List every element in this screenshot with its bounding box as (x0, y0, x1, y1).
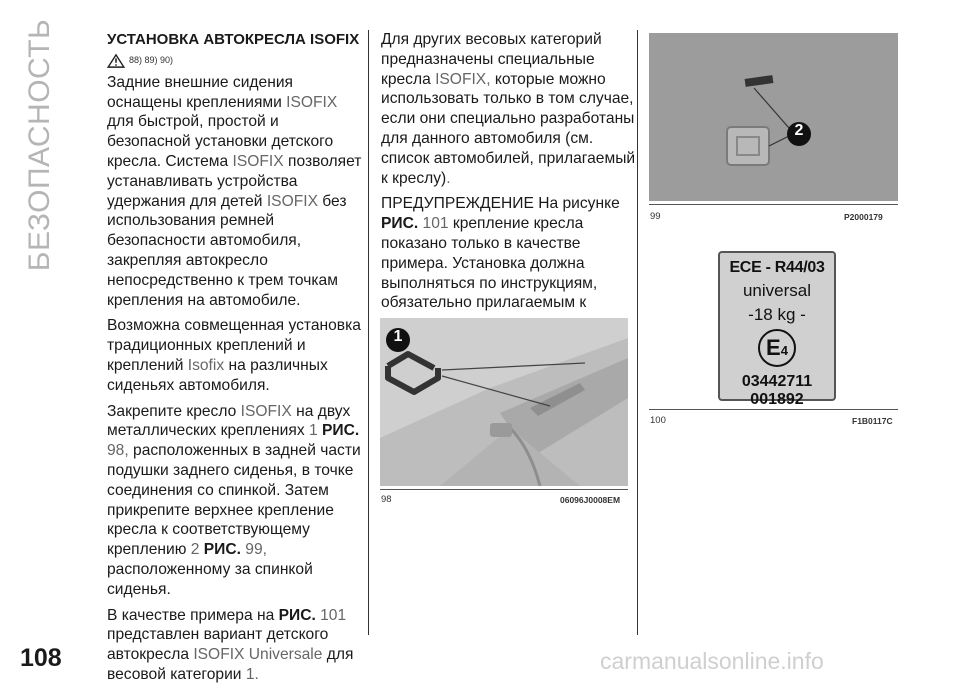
figure-98-image (380, 318, 628, 486)
figure-100-code: F1B0117C (852, 416, 893, 426)
ece-regulation: ECE - R44/03 (729, 259, 825, 276)
ece-code-2: 001892 (750, 391, 804, 408)
figure-98-code: 06096J0008EM (560, 495, 621, 505)
text-column-1 (107, 30, 362, 691)
warning-triangle-icon (107, 54, 125, 68)
warning-references (107, 52, 362, 70)
paragraph: Возможна совмещенная установка традиционных креплений и креплений Isofix на различных сиденьях автомобиля. (107, 317, 361, 394)
column-divider (637, 30, 638, 635)
column-divider (368, 30, 369, 635)
figure-99-callout: 2 (794, 122, 804, 139)
paragraph: Закрепите кресло ISOFIX на двух металлических креплениях 1 РИС. 98, расположенных в задней части подушки заднего сиденья, в точке соединения со спинкой. Затем прикрепите верхнее крепление кресла к соответствующему креплению 2 РИС. 99, расположенному за спинкой сиденья. (107, 402, 361, 598)
caption-rule (649, 409, 898, 410)
figure-99-image (649, 33, 898, 201)
caption-rule (380, 489, 628, 490)
figure-99-code: P2000179 (844, 212, 883, 222)
ece-code-1: 03442711 (741, 373, 813, 390)
ece-approval-label (718, 251, 836, 408)
figure-98-callout: 1 (393, 328, 403, 345)
paragraph: В качестве примера на РИС. 101 представлен вариант детского автокресла ISOFIX Universale для весовой категории 1. (107, 606, 354, 683)
figure-100-number: 100 (650, 415, 666, 426)
isofix-anchor-illustration (380, 318, 628, 486)
paragraph: ПРЕДУПРЕЖДЕНИЕ На рисунке РИС. 101 крепление кресла показано только в качестве примера. Установка должна выполняться по инструкциям, обязательно прилагаемым к (381, 195, 620, 312)
warning-refs-text: 88) 89) 90) (129, 54, 174, 65)
ece-universal: universal (742, 281, 812, 300)
top-tether-anchor-illustration (649, 33, 898, 201)
paragraph: Для других весовых категорий предназначены специальные кресла ISOFIX, которые можно использовать только в том случае, если они специально разработаны для данного автомобиля (см. список автомобилей, прилагаемый к креслу). (381, 31, 636, 187)
ece-weight: -18 kg - (748, 305, 806, 324)
figure-99-number: 99 (650, 211, 661, 222)
caption-rule (649, 204, 898, 205)
section-heading: УСТАНОВКА АВТОКРЕСЛА ISOFIX (107, 31, 360, 48)
page-number: 108 (20, 644, 62, 672)
watermark: carmanualsonline.info (600, 648, 824, 674)
paragraph: Задние внешние сидения оснащены креплениями ISOFIX для быстрой, простой и безопасной установки детского кресла. Система ISOFIX позволяет устанавливать устройства удержания для детей ISOFIX без использования ремней безопасности автомобиля, закрепляя автокресло непосредственно к трем точкам крепления на автомобиле. (107, 73, 362, 309)
text-column-2 (381, 30, 636, 339)
figure-98-number: 98 (381, 494, 392, 505)
section-title: БЕЗОПАСНОСТЬ (23, 18, 56, 272)
e-mark-icon: E4 (758, 329, 796, 367)
